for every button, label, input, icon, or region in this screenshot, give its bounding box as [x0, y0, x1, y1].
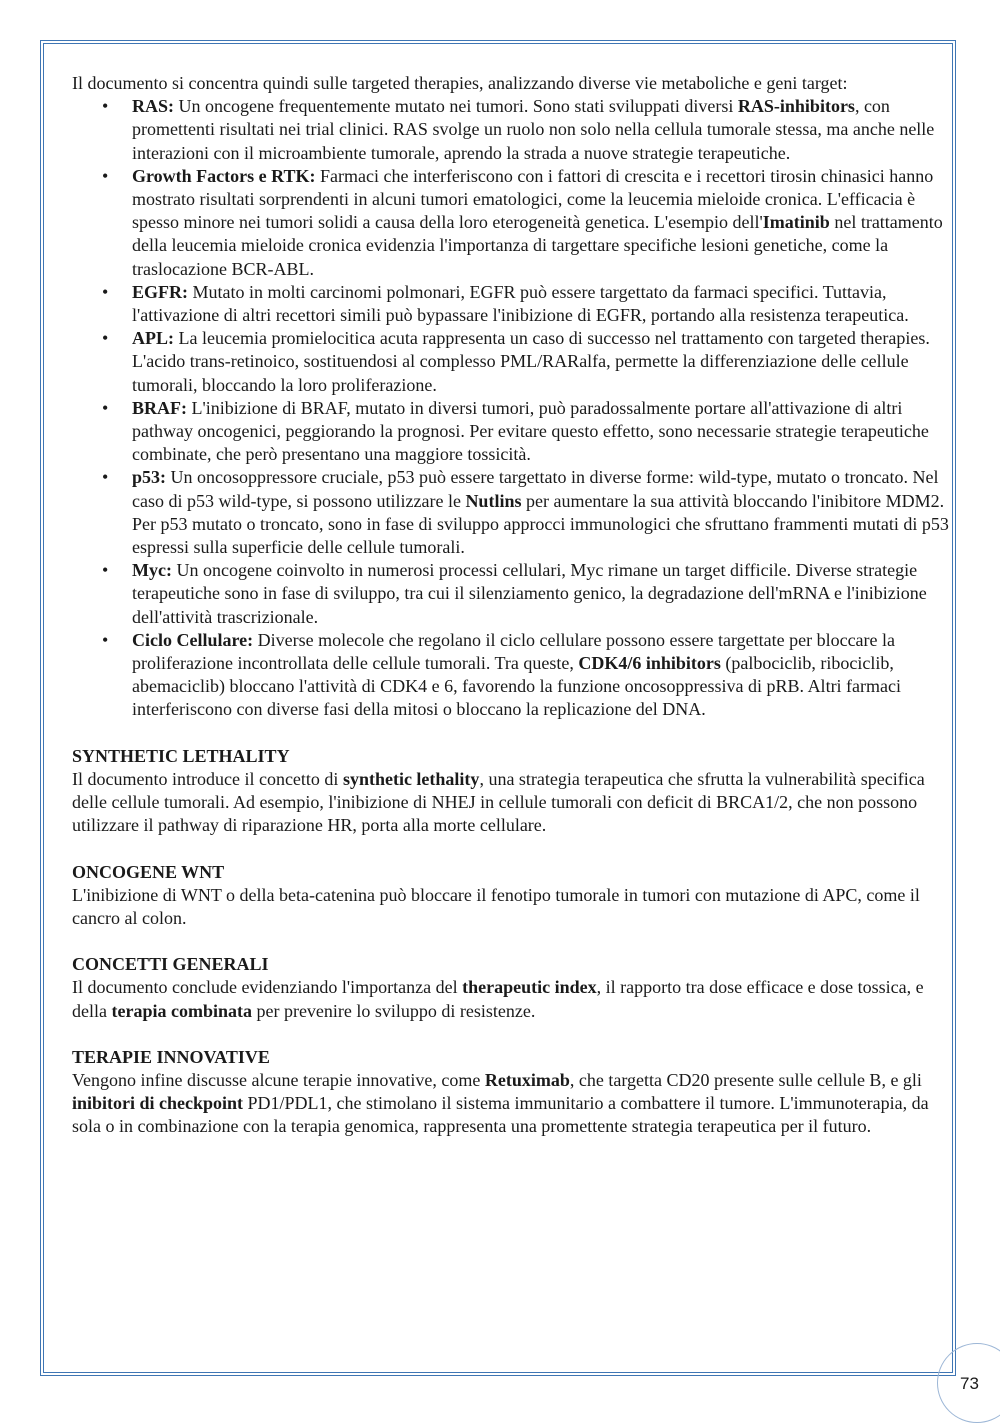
page-number: 73	[960, 1374, 979, 1393]
intro-paragraph: Il documento si concentra quindi sulle targeted therapies, analizzando diverse vie metaboliche e geni target:	[72, 73, 848, 93]
list-item-myc: • Myc: Un oncogene coinvolto in numerosi processi cellulari, Myc rimane un target difficile. Diverse strategie terapeutiche sono in fase di sviluppo, tra cui il silenziamento genico, la degradazione dell'mRNA e l'inibizione dell'attività trascrizionale.	[132, 559, 952, 629]
list-item-growth-factors: • Growth Factors e RTK: Farmaci che interferiscono con i fattori di crescita e i recettori tirosin chinasici hanno mostrato risultati sorprendenti in alcuni tumori ematologici, come la leucemia mieloide cronica. L'efficacia è spesso minore nei tumori solidi a causa della loro eterogeneità genetica. L'esempio dell'Imatinib nel trattamento della leucemia mieloide cronica evidenzia l'importanza di targettare specifiche lesioni genetiche, come la traslocazione BCR-ABL.	[132, 165, 952, 281]
section-paragraph-general-concepts: Il documento conclude evidenziando l'importanza del therapeutic index, il rapporto tra dose efficace e dose tossica, e della terapia combinata per prevenire lo sviluppo di resistenze.	[72, 977, 924, 1021]
list-item-cell-cycle: • Ciclo Cellulare: Diverse molecole che regolano il ciclo cellulare possono essere targettate per bloccare la proliferazione incontrollata delle cellule tumorali. Tra queste, CDK4/6 inhibitors (palbociclib, ribociclib, abemaciclib) bloccano l'attività di CDK4 e 6, favorendo la funzione oncosoppressiva di pRB. Altri farmaci interferiscono con diverse fasi della mitosi o bloccano la replicazione del DNA.	[132, 629, 952, 722]
list-item-braf: • BRAF: L'inibizione di BRAF, mutato in diversi tumori, può paradossalmente portare all'attivazione di altri pathway oncogenici, peggiorando la prognosi. Per evitare questo effetto, sono necessarie strategie terapeutiche combinate, che però presentano una maggiore tossicità.	[132, 397, 952, 467]
section-heading-oncogene-wnt: ONCOGENE WNT	[72, 861, 225, 882]
section-paragraph-innovative-therapies: Vengono infine discusse alcune terapie innovative, come Retuximab, che targetta CD20 presente sulle cellule B, e gli inibitori di checkpoint PD1/PDL1, che stimolano il sistema immunitario a combattere il tumore. L'immunoterapia, da sola o in combinazione con la terapia genomica, rappresenta una promettente strategia terapeutica per il futuro.	[72, 1069, 929, 1137]
section-paragraph-synthetic-lethality: Il documento introduce il concetto di synthetic lethality, una strategia terapeutica che sfrutta la vulnerabilità specifica delle cellule tumorali. Ad esempio, l'inibizione di NHEJ in cellule tumorali con deficit di BRCA1/2, che non possono utilizzare il pathway di riparazione HR, porta alla morte cellulare.	[72, 768, 925, 836]
list-item-apl: • APL: La leucemia promielocitica acuta rappresenta un caso di successo nel trattamento con targeted therapies. L'acido trans-retinoico, sostituendosi al complesso PML/RARalfa, permette la differenziazione delle cellule tumorali, bloccando la loro proliferazione.	[132, 327, 952, 397]
target-list	[72, 95, 952, 721]
section-heading-innovative-therapies: TERAPIE INNOVATIVE	[72, 1046, 270, 1067]
list-item-p53: • p53: Un oncosoppressore cruciale, p53 può essere targettato in diverse forme: wild-type, mutato o troncato. Nel caso di p53 wild-type, si possono utilizzare le Nutlins per aumentare la sua attività bloccando l'inibitore MDM2. Per p53 mutato o troncato, sono in fase di sviluppo approcci immunologici che sfruttano frammenti mutati di p53 espressi sulla superficie delle cellule tumorali.	[132, 466, 952, 559]
document-body	[72, 72, 952, 1139]
list-item-ras: • RAS: Un oncogene frequentemente mutato nei tumori. Sono stati sviluppati diversi RAS-inhibitors, con promettenti risultati nei trial clinici. RAS svolge un ruolo non solo nella cellula tumorale stessa, ma anche nelle interazioni con il microambiente tumorale, aprendo la strada a nuove strategie terapeutiche.	[132, 95, 952, 165]
section-heading-synthetic-lethality: SYNTHETIC LETHALITY	[72, 745, 290, 766]
list-item-egfr: • EGFR: Mutato in molti carcinomi polmonari, EGFR può essere targettato da farmaci specifici. Tuttavia, l'attivazione di altri recettori simili può bypassare l'inibizione di EGFR, portando alla resistenza terapeutica.	[132, 281, 952, 327]
section-heading-general-concepts: CONCETTI GENERALI	[72, 954, 269, 975]
section-paragraph-oncogene-wnt: L'inibizione di WNT o della beta-catenina può bloccare il fenotipo tumorale in tumori con mutazione di APC, come il cancro al colon.	[72, 884, 920, 928]
